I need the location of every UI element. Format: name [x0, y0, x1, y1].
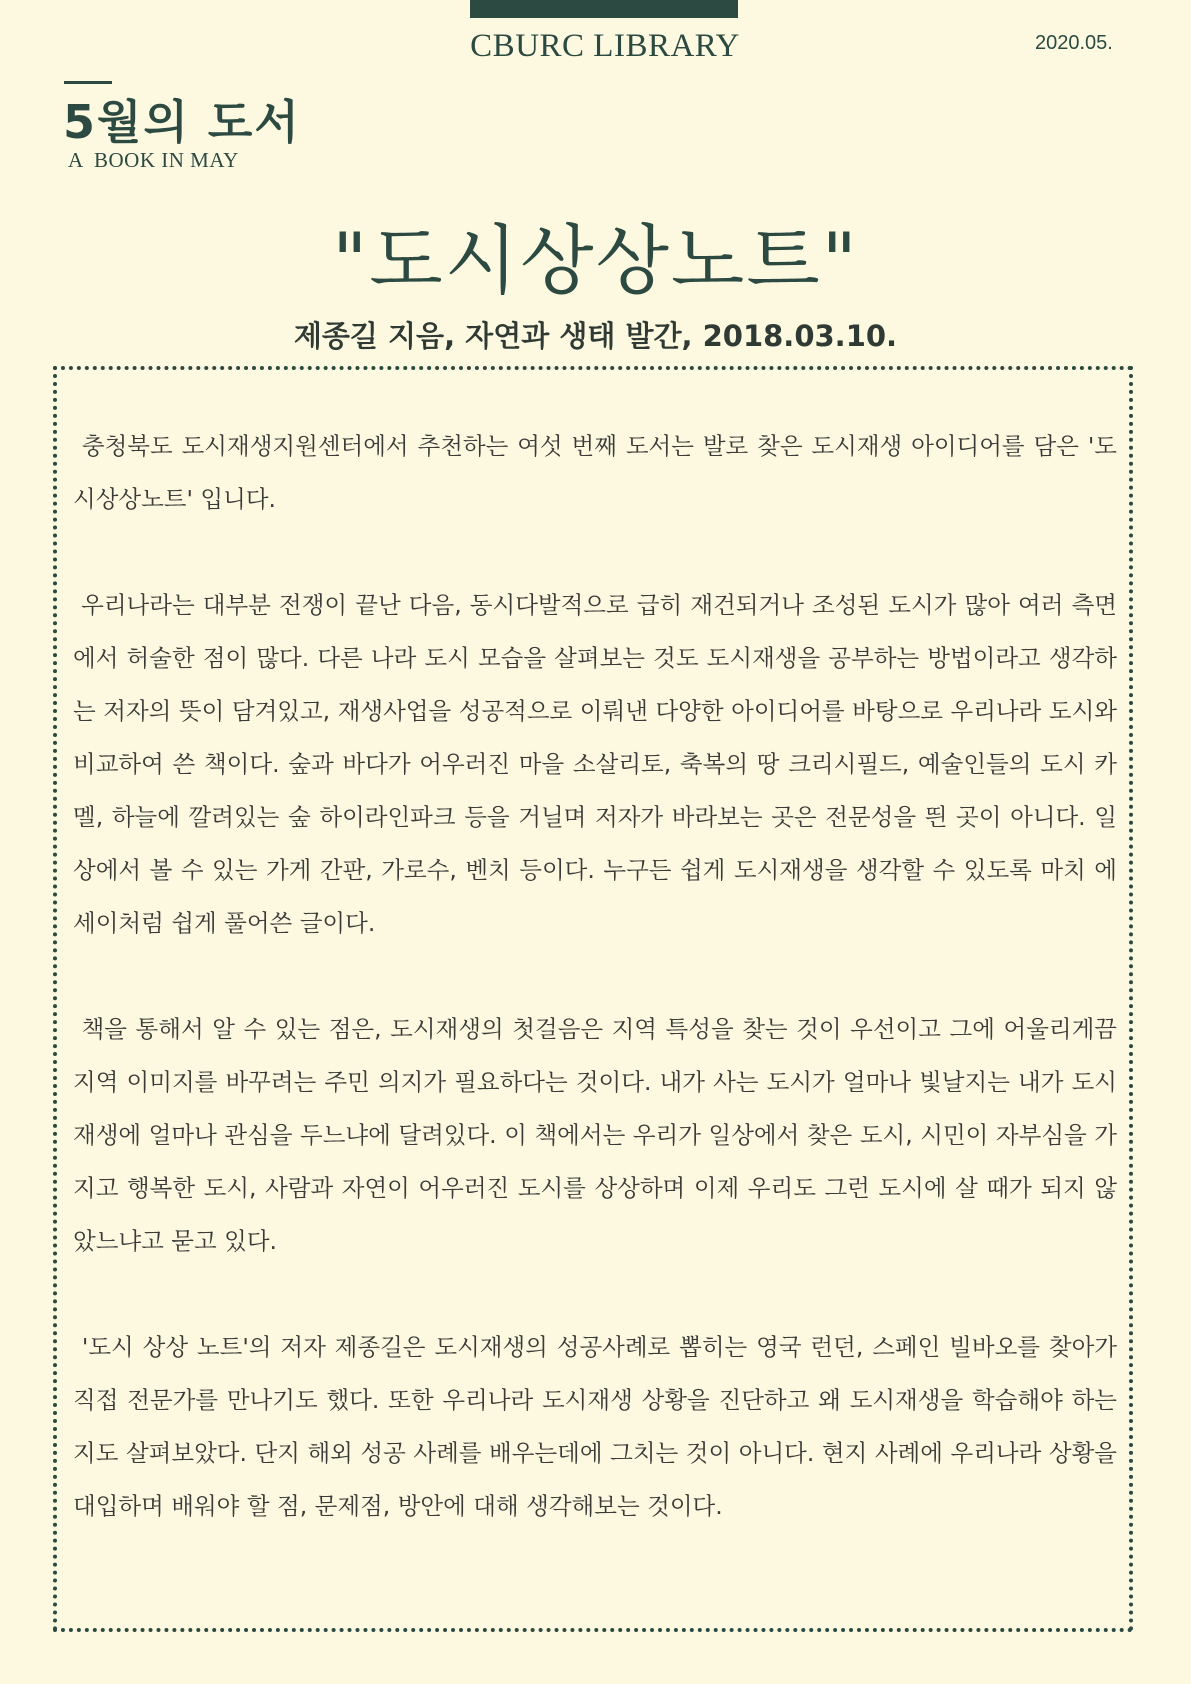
- header-accent-bar: [470, 0, 738, 18]
- review-paragraph: 충청북도 도시재생지원센터에서 추천하는 여섯 번째 도서는 발로 찾은 도시재생 아이디어를 담은 '도시상상노트' 입니다.: [73, 432, 1117, 513]
- review-paragraph: 우리나라는 대부분 전쟁이 끝난 다음, 동시다발적으로 급히 재건되거나 조성된 도시가 많아 여러 측면에서 허술한 점이 많다. 다른 나라 도시 모습을 살펴보는 것도 도시재생을 공부하는 방법이라고 생각하는 저자의 뜻이 담겨있고, 재생사업을 성공적으로 이뤄낸 다양한 아이디어를 바탕으로 우리나라 도시와 비교하여 쓴 책이다. 숲과 바다가 어우러진 마을 소살리토, 축복의 땅 크리시필드, 예술인들의 도시 카멜, 하늘에 깔려있는 숲 하이라인파크 등을 거닐며 저자가 바라보는 곳은 전문성을 띈 곳이 아니다. 일상에서 볼 수 있는 가게 간판, 가로수, 벤치 등이다. 누구든 쉽게 도시재생을 생각할 수 있도록 마치 에세이처럼 쉽게 풀어쓴 글이다.: [73, 591, 1125, 937]
- library-name: CBURC LIBRARY: [470, 28, 740, 64]
- section-title: 5월의 도서: [63, 95, 301, 149]
- section-subtitle: A BOOK IN MAY: [68, 148, 239, 172]
- review-paragraph: '도시 상상 노트'의 저자 제종길은 도시재생의 성공사례로 뽑히는 영국 런던, 스페인 빌바오를 찾아가 직접 전문가를 만나기도 했다. 또한 우리나라 도시재생 상황을 진단하고 왜 도시재생을 학습해야 하는지도 살펴보았다. 단지 해외 성공 사례를 배우는데에 그치는 것이 아니다. 현지 사례에 우리나라 상황을 대입하며 배워야 할 점, 문제점, 방안에 대해 생각해보는 것이다.: [73, 1333, 1125, 1520]
- issue-date: 2020.05.: [1035, 32, 1113, 54]
- section-heading-rule: [64, 81, 112, 84]
- review-content-box: [53, 366, 1133, 1632]
- review-paragraph: 책을 통해서 알 수 있는 점은, 도시재생의 첫걸음은 지역 특성을 찾는 것이 우선이고 그에 어울리게끔 지역 이미지를 바꾸려는 주민 의지가 필요하다는 것이다. 내가 사는 도시가 얼마나 빛날지는 내가 도시재생에 얼마나 관심을 두느냐에 달려있다. 이 책에서는 우리가 일상에서 찾은 도시, 시민이 자부심을 가지고 행복한 도시, 사람과 자연이 어우러진 도시를 상상하며 이제 우리도 그런 도시에 살 때가 되지 않았느냐고 묻고 있다.: [73, 1015, 1125, 1255]
- book-author-publisher-date: 제종길 지음, 자연과 생태 발간, 2018.03.10.: [293, 319, 898, 353]
- book-title: "도시상상노트": [332, 216, 859, 305]
